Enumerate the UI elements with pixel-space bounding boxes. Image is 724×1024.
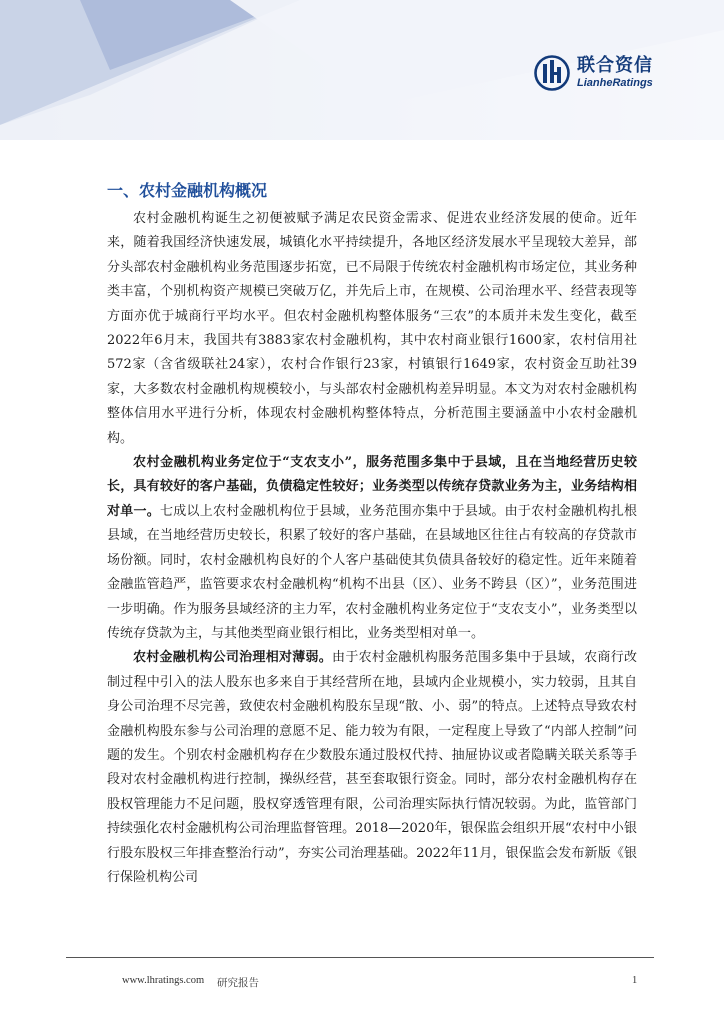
paragraph-1: [107, 207, 637, 451]
paragraph-3-lead: 农村金融机构公司治理相对薄弱。: [133, 650, 333, 666]
footer-doc-type: 研究报告: [217, 977, 259, 989]
paragraph-2-text: 七成以上农村金融机构位于县域，业务范围亦集中于县域。由于农村金融机构扎根县域，在当地经营历史较长，积累了较好的客户基础，在县域地区往往占有较高的存贷款市场份额。同时，农村金融机构良好的个人客户基础使其负债具备较好的稳定性。近年来随着金融监管趋严，监管要求农村金融机构“机构不出县（区）、业务不跨县（区）”，业务范围进一步明确。作为服务县域经济的主力军，农村金融机构业务定位于“支农支小”，业务类型以传统存贷款为主，与其他类型商业银行相比，业务类型相对单一。: [107, 503, 637, 641]
brand-text: [577, 57, 653, 89]
section-title: 一、农村金融机构概况: [107, 181, 268, 200]
paragraph-2-lead: 农村金融机构业务定位于“支农支小”，服务范围多集中于县域，且在当地经营历史较长，具有较好的客户基础，负债稳定性较好；业务类型以传统存贷款业务为主，业务结构相对单一。: [107, 455, 637, 519]
brand-logo: [534, 52, 653, 94]
footer-website-link[interactable]: www.lhratings.com: [122, 975, 205, 986]
footer-page-number: 1: [632, 975, 638, 986]
brand-name-cn: 联合资信: [577, 55, 653, 76]
lianhe-logo-icon: [534, 55, 570, 91]
body-content: [107, 207, 637, 890]
paragraph-3-text: 由于农村金融机构服务范围多集中于县域，农商行改制过程中引入的法人股东也多来自于其经营所在地，县域内企业规模小，实力较弱，且其自身公司治理不尽完善，致使农村金融机构股东呈现“散、小、弱”的特点。上述特点导致农村金融机构股东参与公司治理的意愿不足、能力较为有限，一定程度上导致了“内部人控制”问题的发生。个别农村金融机构存在少数股东通过股权代持、抽屉协议或者隐瞒关联关系等手段对农村金融机构进行控制，操纵经营，甚至套取银行资金。同时，部分农村金融机构存在股权管理能力不足问题，股权穿透管理有限，公司治理实际执行情况较弱。为此，监管部门持续强化农村金融机构公司治理监督管理。2018—2020年，银保监会组织开展“农村中小银行股东股权三年排查整治行动”，夯实公司治理基础。2022年11月，银保监会发布新版《银行保险机构公司: [107, 650, 637, 885]
paragraph-2: [107, 451, 637, 646]
paragraph-3: [107, 646, 637, 890]
brand-name-en: LianheRatings: [577, 77, 653, 89]
paragraph-1-text: 农村金融机构诞生之初便被赋予满足农民资金需求、促进农业经济发展的使命。近年来，随着我国经济快速发展，城镇化水平持续提升，各地区经济发展水平呈现较大差异，部分头部农村金融机构业务范围逐步拓宽，已不局限于传统农村金融机构市场定位，其业务种类丰富，个别机构资产规模已突破万亿，并先后上市，在规模、公司治理水平、经营表现等方面亦优于城商行平均水平。但农村金融机构整体服务“三农”的本质并未发生变化，截至2022年6月末，我国共有3883家农村金融机构，其中农村商业银行1600家，农村信用社572家（含省级联社24家），农村合作银行23家，村镇银行1649家，农村资金互助社39家，大多数农村金融机构规模较小，与头部农村金融机构差异明显。本文为对农村金融机构整体信用水平进行分析，体现农村金融机构整体特点，分析范围主要涵盖中小农村金融机构。: [107, 211, 637, 446]
footer-divider: [66, 957, 654, 958]
